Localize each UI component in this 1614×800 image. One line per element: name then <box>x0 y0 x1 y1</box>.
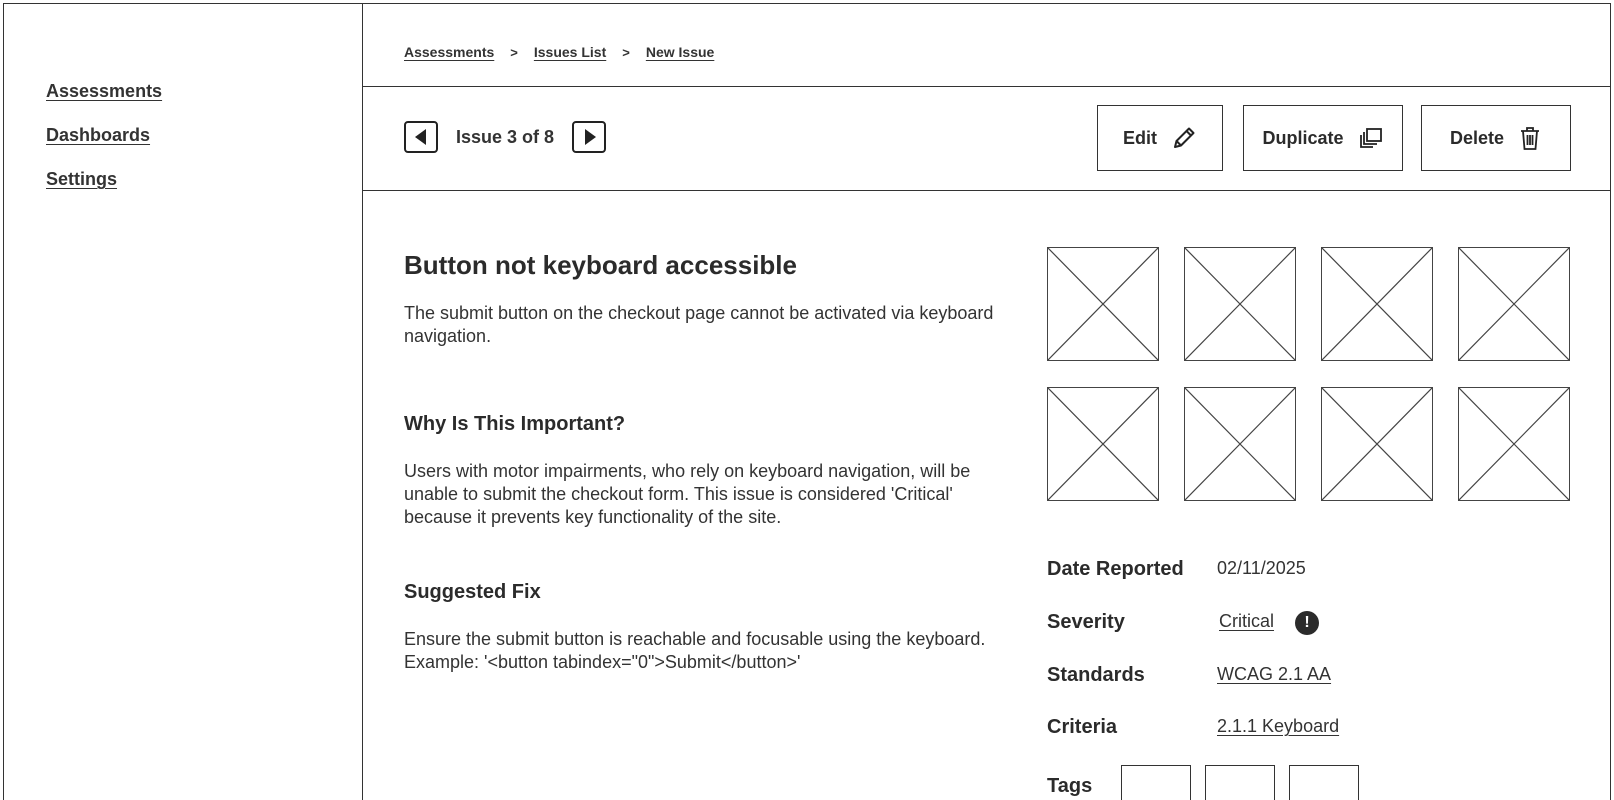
screenshot-thumbnail[interactable] <box>1047 247 1159 361</box>
suggested-fix-text: Ensure the submit button is reachable and focusable using the keyboard. Example: '<button tabindex="0">Submit</button>' <box>404 629 986 672</box>
tag-chip[interactable] <box>1289 765 1359 800</box>
breadcrumb-separator: > <box>622 44 630 60</box>
sidebar-item-assessments[interactable]: Assessments <box>46 81 163 101</box>
screenshot-thumbnail[interactable] <box>1458 247 1570 361</box>
image-placeholder-icon <box>1322 388 1432 500</box>
breadcrumb <box>404 44 714 60</box>
image-placeholder-icon <box>1048 248 1158 360</box>
duplicate-button-label: Duplicate <box>1262 127 1344 148</box>
breadcrumb-separator: > <box>510 44 518 60</box>
issue-pager <box>404 121 606 153</box>
screenshot-thumbnail[interactable] <box>1321 387 1433 501</box>
criteria-link[interactable]: 2.1.1 Keyboard <box>1217 716 1340 736</box>
next-issue-button[interactable] <box>572 121 606 153</box>
sidebar-item-dashboards[interactable]: Dashboards <box>46 125 151 145</box>
trash-icon <box>1518 125 1542 151</box>
standards-label: Standards <box>1047 664 1145 686</box>
screenshot-thumbnail[interactable] <box>1047 387 1159 501</box>
breadcrumb-new-issue[interactable]: New Issue <box>645 44 715 60</box>
screenshot-thumbnail[interactable] <box>1184 247 1296 361</box>
previous-issue-button[interactable] <box>404 121 438 153</box>
caret-left-icon <box>415 129 426 145</box>
screenshot-thumbnail[interactable] <box>1458 387 1570 501</box>
image-placeholder-icon <box>1322 248 1432 360</box>
image-placeholder-icon <box>1459 248 1569 360</box>
screenshot-thumbnail[interactable] <box>1184 387 1296 501</box>
issue-description: The submit button on the checkout page cannot be activated via keyboard navigation. <box>404 303 994 346</box>
delete-button-label: Delete <box>1449 127 1505 148</box>
tag-chip[interactable] <box>1205 765 1275 800</box>
divider <box>363 190 1611 191</box>
duplicate-button[interactable] <box>1243 105 1403 171</box>
breadcrumb-assessments[interactable]: Assessments <box>404 44 495 60</box>
image-placeholder-icon <box>1185 248 1295 360</box>
sidebar <box>3 3 363 800</box>
pencil-icon <box>1171 125 1197 151</box>
divider <box>363 86 1611 87</box>
edit-button[interactable] <box>1097 105 1223 171</box>
issue-title: Button not keyboard accessible <box>404 250 797 280</box>
importance-text: Users with motor impairments, who rely on keyboard navigation, will be unable to submit the checkout form. This issue is considered 'Critical' because it prevents key functionality of the site. <box>404 461 971 527</box>
caret-right-icon <box>585 129 596 145</box>
date-reported-value: 02/11/2025 <box>1217 558 1306 578</box>
suggested-fix-heading: Suggested Fix <box>404 581 541 603</box>
severity-link[interactable]: Critical <box>1219 611 1275 631</box>
sidebar-item-settings[interactable]: Settings <box>46 169 118 189</box>
screenshot-thumbnail[interactable] <box>1321 247 1433 361</box>
delete-button[interactable] <box>1421 105 1571 171</box>
image-placeholder-icon <box>1185 388 1295 500</box>
standards-link[interactable]: WCAG 2.1 AA <box>1217 664 1332 684</box>
issue-counter: Issue 3 of 8 <box>456 126 555 147</box>
importance-heading: Why Is This Important? <box>404 413 626 435</box>
tag-chip[interactable] <box>1121 765 1191 800</box>
date-reported-label: Date Reported <box>1047 558 1184 580</box>
image-placeholder-icon <box>1459 388 1569 500</box>
image-placeholder-icon <box>1048 388 1158 500</box>
breadcrumb-issues-list[interactable]: Issues List <box>533 44 607 60</box>
alert-icon: ! <box>1295 611 1319 635</box>
edit-button-label: Edit <box>1123 127 1157 148</box>
criteria-label: Criteria <box>1047 716 1118 738</box>
duplicate-icon <box>1358 126 1384 150</box>
tags-label: Tags <box>1047 775 1093 797</box>
severity-label: Severity <box>1047 611 1125 633</box>
